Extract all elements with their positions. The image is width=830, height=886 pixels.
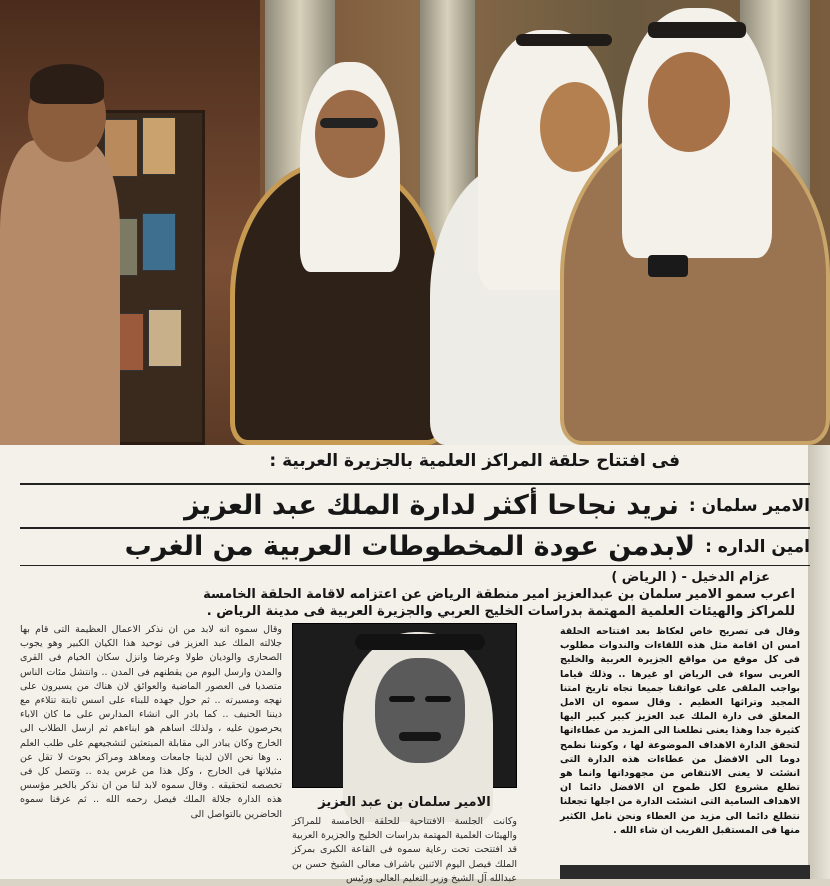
article-column-middle [292,815,517,884]
book-icon [142,213,176,271]
headline-1-label: الامير سلمان : [688,495,810,516]
article-lede-2: للمراكز والهيئات العلمية المهتمة بدراسات الخليج العربي والجزيرة العربية فى مدينة الرياض . [206,604,795,619]
headline-2-text: لابدمن عودة المخطوطات العربية من الغرب [124,531,696,562]
article-kicker: فى افتتاح حلقة المراكز العلمية بالجزيرة العربية : [269,451,680,471]
portrait-caption: الامير سلمان بن عبد العزيز [318,795,491,810]
book-icon [148,309,182,367]
article-lede-1: اعرب سمو الامير سلمان بن عبدالعزيز امير منطقة الرياض عن اعتزامه لاقامة الحلقة الخامسة [203,587,795,602]
paper-edge [808,445,830,879]
article-column-left [20,623,282,875]
photo-person-face [315,90,385,178]
photo-person-face [540,82,610,172]
photo-person-shirt [0,140,120,445]
photo-person-hair [30,64,104,104]
newspaper-clipping [0,445,830,884]
sunglasses-icon [320,118,378,128]
article-paragraph: وكانت الجلسة الافتتاحية للحلقة الخامسة للمراكز والهيئات العلمية المهتمة بدراسات الخليج والجزيرة العربية قد افتتحت تحت رعاية سموه فى القاعة الكبرى بمركز الملك فيصل اليوم الاثنين باشراف معالى الشيخ حسن بن عبدالله آل الشيخ وزير التعليم العالى ورئيس [292,816,517,884]
article-paragraph: وقال فى تصريح خاص لعكاظ بعد افتتاحه الحلقة امس ان اقامة مثل هذه اللقاءات والندوات مطلوب فى كل موقع من مواقع الجزيرة العربية والخليج العربى سواء فى الرياض او غيرها .. وذلك قياما بواجب الملقى على عواتقنا جميعا تجاه تاريخ امتنا المجيد وتراثها العظيم . وقال سموه ان الامل المعلق فى دارة الملك عبد العزيز كبير كبير اليها كثيرة جدا وهذا يعنى تطلعنا الى المزيد من عطاءاتها لتحقق الدارة الاهداف الموضوعة لها ، وكوننا نطمح دوما الى الافضل من عطاءات هذه الدارة التى انشئت لا يعنى الانتقاص من مجهوداتها وانما هو تطلع مشروع لكل طموح ان الافضل دائما ان الاهداف السامية التى انشئت الدارة من اجلها تجعلنا نتطلع دائما الى مزيد من العطاء ونحن نامل الكثير منها فى المستقبل القريب ان شاء الله . [560,626,800,836]
divider [20,483,810,485]
camera-icon [648,255,688,277]
photo-person-agal [648,22,746,38]
headline-2 [20,531,810,562]
paper-bottom-strip [560,865,810,879]
book-icon [142,117,176,175]
article-column-right [560,625,800,870]
portrait-photo [292,623,517,788]
photo-person-face [648,52,730,152]
article-paragraph: وقال سموه انه لابد من ان نذكر الاعمال العظيمة التى قام بها جلالته الملك عبد العزيز فى توحيد هذا الكيان الكبير وهو يجوب الصحارى والوديان طولا وعرضا وانزل سكان الخيام فى القرى والمدن وارسل اليوم من يقطنهم فى المدن .. وانتشل مئات الناس متصديا فى العصور الماضية والعوائق لان هناك من يسيرون على نهجه ومسيرته .. ثم حول جهده للبناء على اسس ثابتة تتلاءم مع ديننا الحنيف .. كما بادر الى انشاء المدارس على ما كان الاباء يحرصون عليه ، ولذلك اساهم هو ابناءهم ثم ارسل الطلاب الى الخارج وكان يبادر الى مقابلة المبتعثين لتشجيعهم على طلب العلم .. وها نحن الان لدينا جامعات ومعاهد ومراكز بحوث لا تقل عن مثيلاتها فى الخارج ، وكل هذا من غرس يده .. وتتصل كل فى تخصصه لتحقيقه . وقال سموه لابد لنا من ان نذكر بالخير مؤسس هذه الدارة جلالة الملك فيصل رحمه الله .. ثم عرفنا سموه الحاضرين بالتواصل الى [20,624,282,820]
photo-person-agal [516,34,612,46]
portrait-moustache [399,732,441,741]
portrait-agal [355,634,485,650]
portrait-eyebrow [389,696,415,702]
headline-2-label: امين الداره : [705,536,810,557]
portrait-face [375,658,465,763]
article-byline: عزام الدخيل - ( الرياض ) [611,570,770,585]
headline-1-text: نريد نجاحا أكثر لدارة الملك عبد العزيز [184,490,679,521]
portrait-eyebrow [425,696,451,702]
divider [20,527,810,529]
headline-1 [20,490,810,521]
divider [20,565,810,566]
